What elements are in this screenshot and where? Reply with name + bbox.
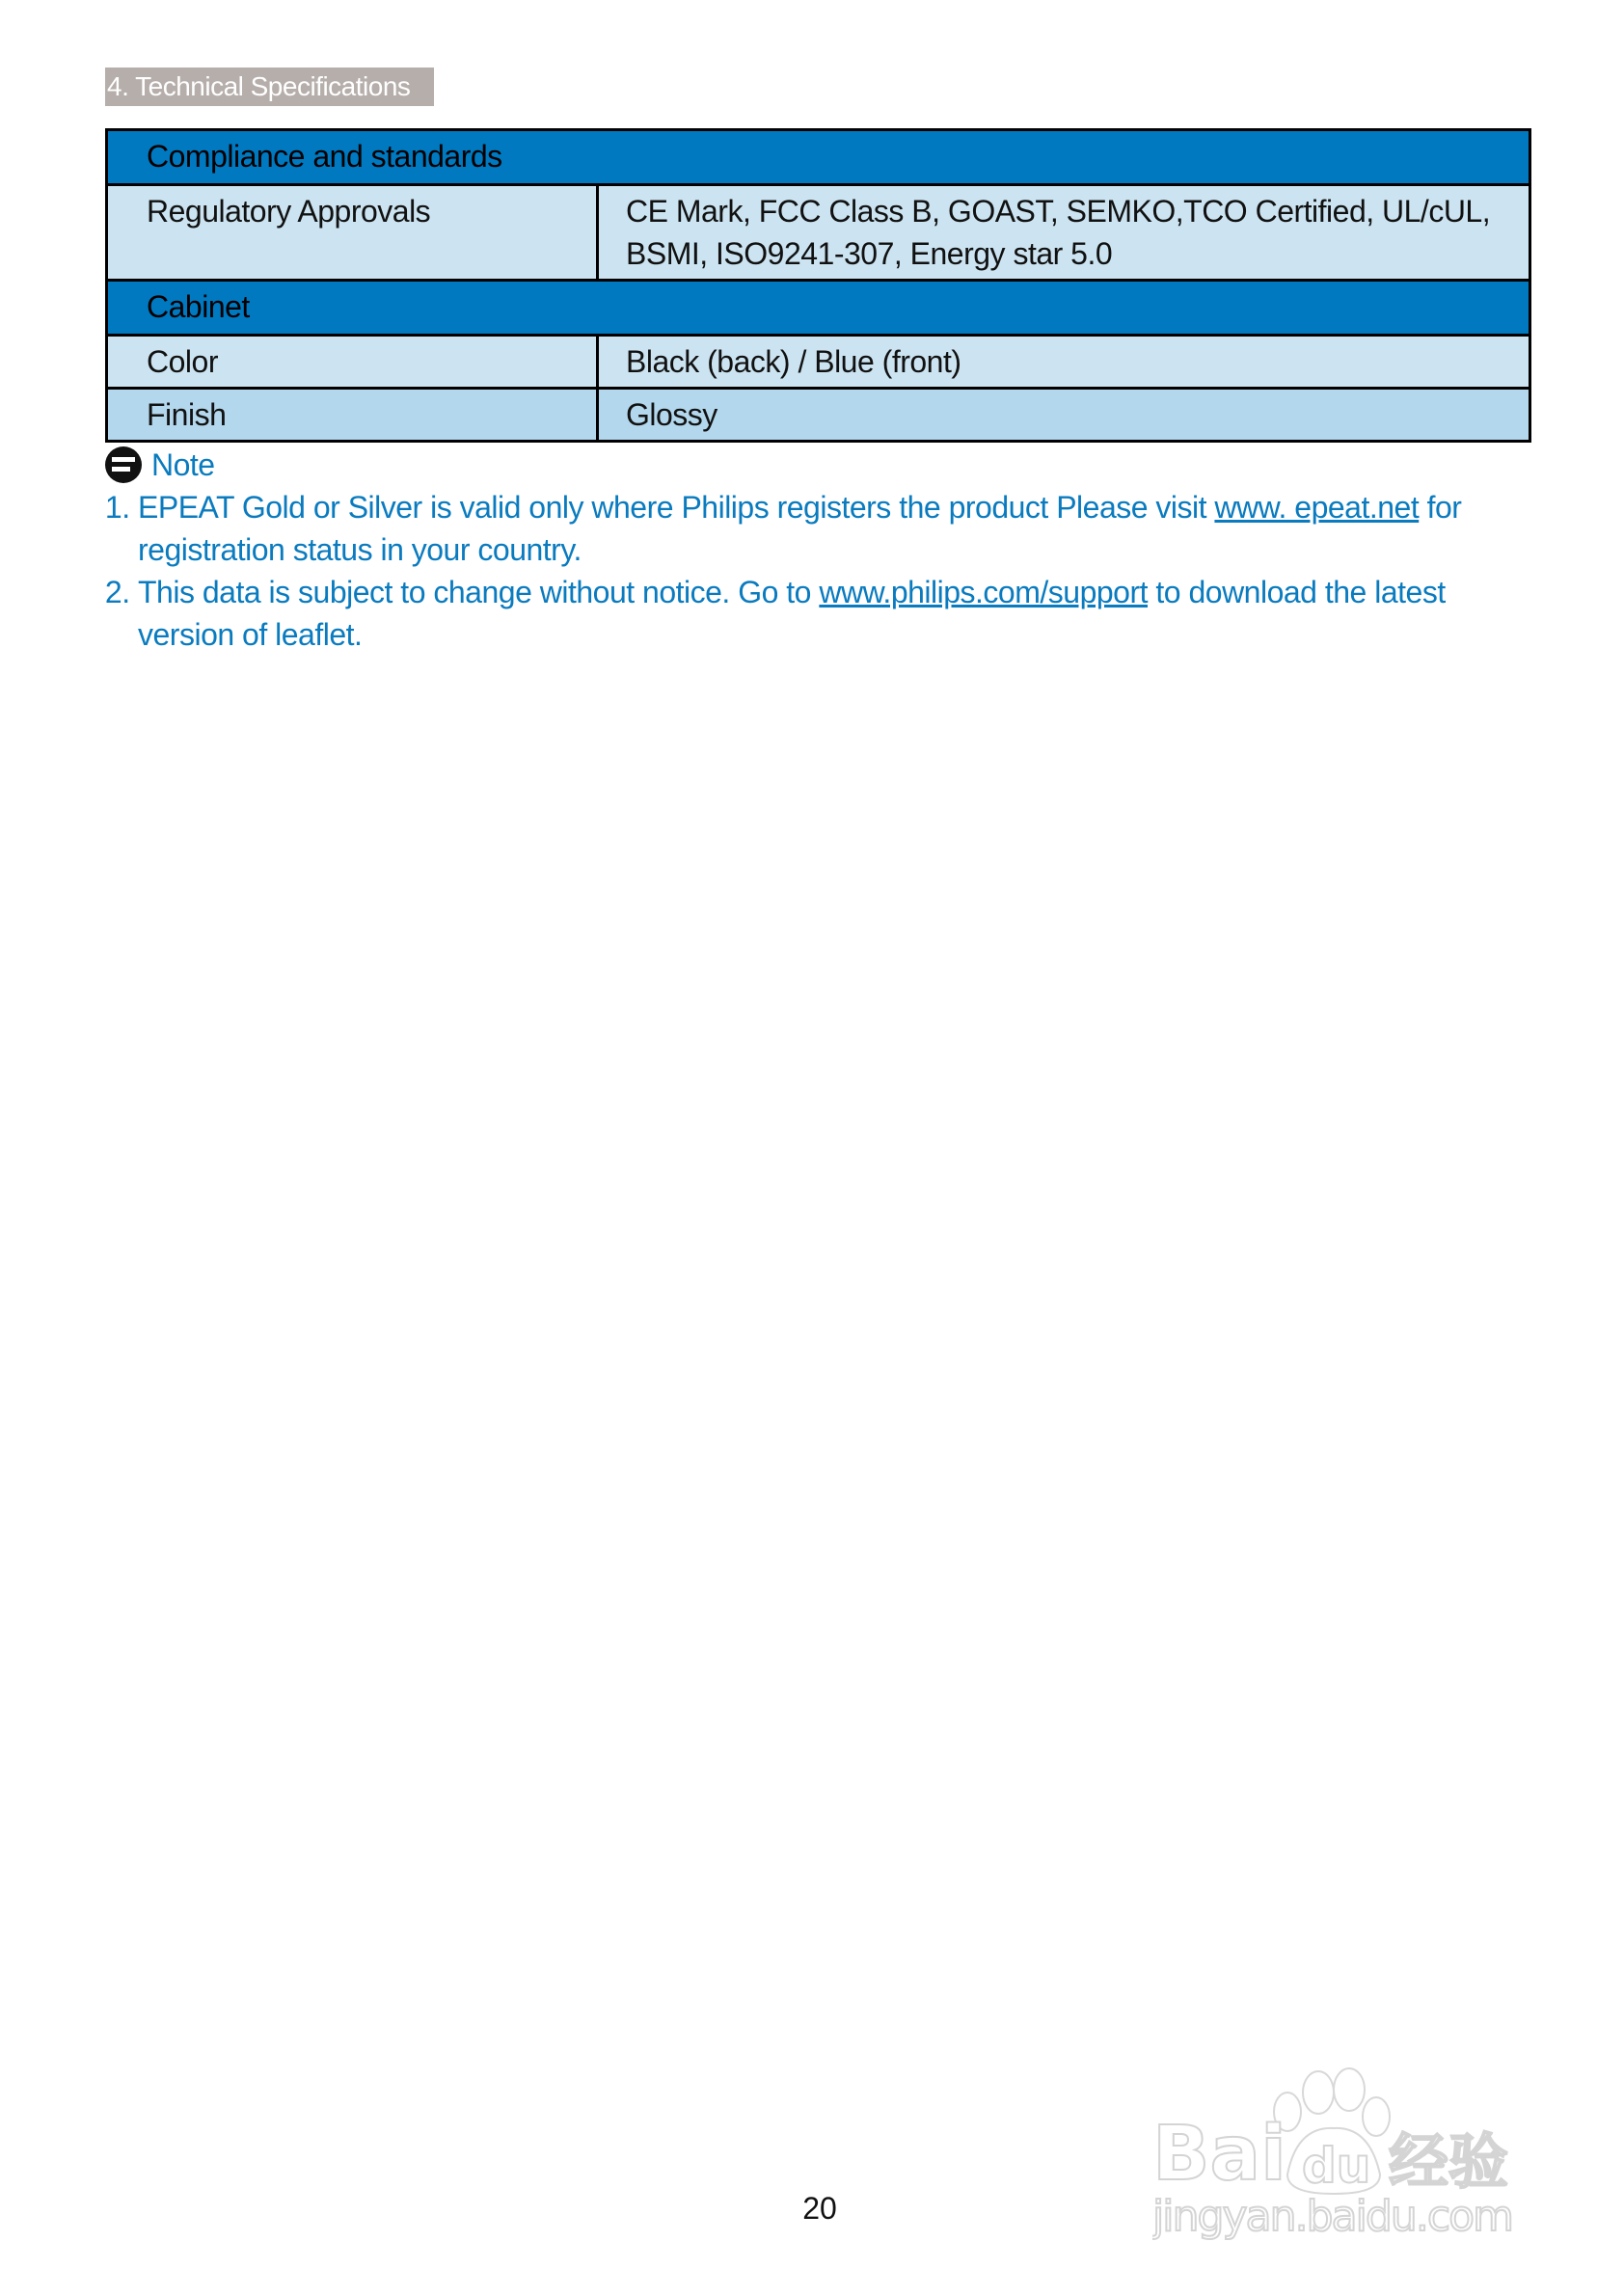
note-item [138, 486, 1542, 571]
section-header-compliance: Compliance and standards [107, 130, 1530, 185]
svg-text:du: du [1302, 2138, 1371, 2194]
row-value: CE Mark, FCC Class B, GOAST, SEMKO,TCO Certified, UL/cUL, BSMI, ISO9241-307, Energy star 5.0 [598, 185, 1530, 281]
note-item [138, 571, 1542, 656]
row-label: Color [107, 336, 598, 389]
baidu-watermark-logo [1152, 2059, 1538, 2242]
note-block [105, 444, 1542, 656]
note-title: Note [151, 446, 215, 482]
row-label: Finish [107, 389, 598, 442]
page-number: 20 [802, 2191, 837, 2226]
philips-support-link[interactable]: www.philips.com/support [819, 575, 1148, 609]
note-text: for registration status in your country. [138, 490, 1462, 567]
note-list [105, 486, 1542, 656]
row-value: Black (back) / Blue (front) [598, 336, 1530, 389]
epeat-link[interactable]: www. epeat.net [1214, 490, 1420, 525]
spec-table [105, 128, 1531, 443]
note-icon [105, 446, 142, 483]
row-label: Regulatory Approvals [107, 185, 598, 281]
note-header [105, 444, 1542, 486]
note-text: EPEAT Gold or Silver is valid only where Philips registers the product Please visit [138, 490, 1215, 525]
svg-text:Bai: Bai [1152, 2111, 1286, 2198]
table-row [107, 185, 1530, 281]
svg-text:经验: 经验 [1389, 2126, 1509, 2197]
svg-text:jingyan.baidu.com: jingyan.baidu.com [1152, 2192, 1514, 2241]
section-title: 4. Technical Specifications [105, 68, 434, 106]
table-row [107, 336, 1530, 389]
section-header-cabinet: Cabinet [107, 281, 1530, 336]
table-section-header [107, 281, 1530, 336]
note-text: to download the latest version of leaflet. [138, 575, 1446, 652]
table-row [107, 389, 1530, 442]
row-value: Glossy [598, 389, 1530, 442]
table-section-header [107, 130, 1530, 185]
note-text: This data is subject to change without notice. Go to [138, 575, 820, 609]
